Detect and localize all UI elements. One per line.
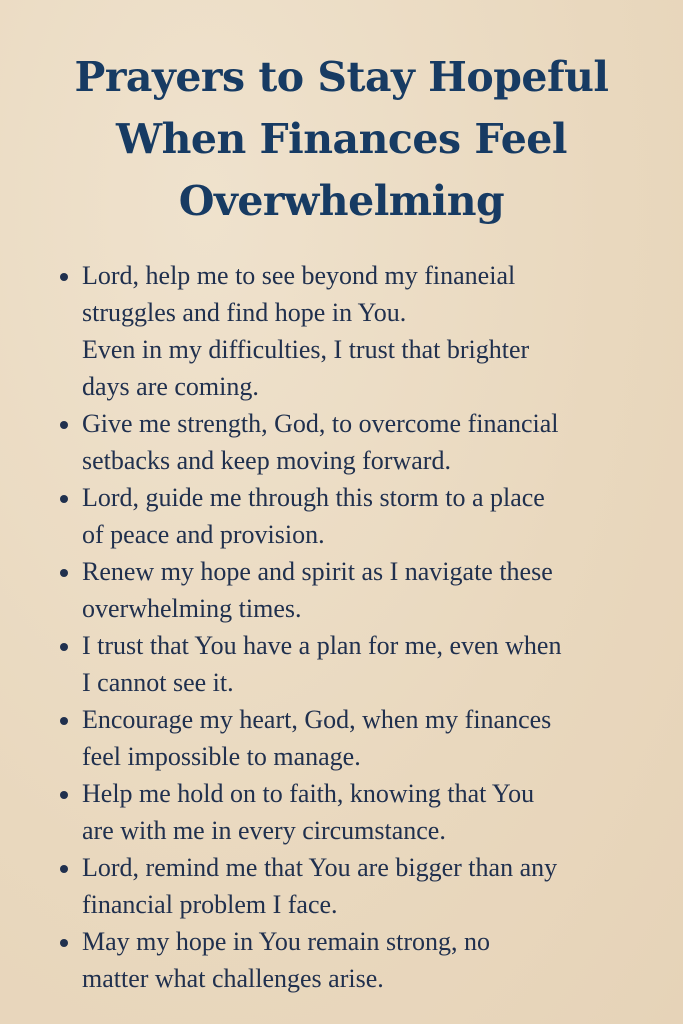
page-title: [0, 46, 683, 232]
title-line-1: Prayers to Stay Hopeful: [74, 53, 609, 101]
title-line-2: When Finances Feel: [116, 115, 567, 163]
prayer-item: [58, 923, 648, 997]
prayer-line: days are coming.: [82, 372, 259, 401]
prayer-line: Lord, guide me through this storm to a place: [82, 483, 545, 512]
prayer-line: Help me hold on to faith, knowing that You: [82, 779, 535, 808]
prayer-line: May my hope in You remain strong, no: [82, 927, 491, 956]
prayer-line: Give me strength, God, to overcome financial: [82, 409, 559, 438]
prayer-line: struggles and find hope in You.: [82, 298, 407, 327]
prayer-list: [58, 257, 648, 997]
prayer-line: I trust that You have a plan for me, even when: [82, 631, 562, 660]
prayer-line: financial problem I face.: [82, 890, 338, 919]
prayer-item: [58, 257, 648, 405]
prayer-item: [58, 405, 648, 479]
prayer-line: Lord, help me to see beyond my finaneial: [82, 261, 516, 290]
prayer-line: overwhelming times.: [82, 594, 302, 623]
prayer-line: matter what challenges arise.: [82, 964, 384, 993]
prayer-item: [58, 553, 648, 627]
prayer-line: feel impossible to manage.: [82, 742, 361, 771]
prayer-item: [58, 627, 648, 701]
prayer-line: setbacks and keep moving forward.: [82, 446, 451, 475]
prayer-item: [58, 479, 648, 553]
prayer-line: of peace and provision.: [82, 520, 325, 549]
prayer-line: Encourage my heart, God, when my finances: [82, 705, 552, 734]
prayer-item: [58, 701, 648, 775]
prayer-line: are with me in every circumstance.: [82, 816, 446, 845]
prayer-item: [58, 775, 648, 849]
prayer-line: Even in my difficulties, I trust that brighter: [82, 335, 530, 364]
prayer-line: Renew my hope and spirit as I navigate these: [82, 557, 553, 586]
title-line-3: Overwhelming: [178, 177, 505, 225]
prayer-line: I cannot see it.: [82, 668, 234, 697]
prayer-item: [58, 849, 648, 923]
prayer-line: Lord, remind me that You are bigger than any: [82, 853, 558, 882]
